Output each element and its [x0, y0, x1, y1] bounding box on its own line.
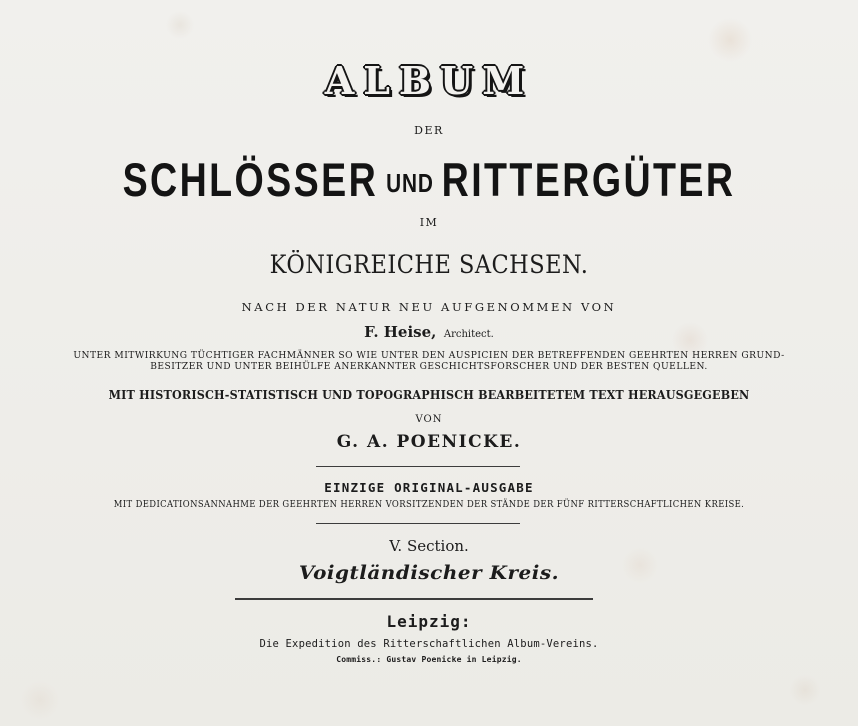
collaboration-line-2: BESITZER UND UNTER BEIHÜLFE ANERKANNTER GESCHICHTSFORSCHER UND DER BESTEN QUELLEN.	[150, 361, 708, 372]
divider-rule	[316, 523, 520, 524]
author-role: Architect.	[443, 329, 494, 340]
main-title	[86, 152, 772, 207]
title-und: UND	[386, 168, 434, 198]
author-line	[0, 323, 858, 341]
text-edition-line: MIT HISTORISCH-STATISTISCH UND TOPOGRAPHISCH BEARBEITETEM TEXT HERAUSGEGEBEN	[108, 388, 750, 402]
editor-name: G. A. POENICKE.	[336, 432, 522, 452]
collaboration-text	[17, 350, 841, 372]
title-part-schloesser: SCHLÖSSER	[122, 153, 379, 206]
section-number: V. Section.	[389, 537, 469, 555]
place-of-publication: Leipzig:	[386, 612, 472, 631]
collaboration-line-1: UNTER MITWIRKUNG TÜCHTIGER FACHMÄNNER SO WIE UNTER DEN AUSPICIEN DER BETREFFENDEN GEEHRTEN HERREN GRUND-	[73, 350, 785, 361]
commission-line: Commiss.: Gustav Poenicke in Leipzig.	[336, 655, 522, 664]
von-label: VON	[415, 414, 443, 425]
recorded-by-line: NACH DER NATUR NEU AUFGENOMMEN VON	[241, 300, 617, 314]
district-title: Voigtländischer Kreis.	[298, 562, 560, 584]
author-name: F. Heise,	[364, 323, 437, 341]
edition-line: EINZIGE ORIGINAL-AUSGABE	[324, 480, 534, 495]
dedication-line: MIT DEDICATIONSANNAHME DER GEEHRTEN HERREN VORSITZENDEN DER STÄNDE DER FÜNF RITTERSCHAFTLICHEN KREISE.	[113, 500, 745, 510]
title-part-rittergueter: RITTERGÜTER	[441, 153, 736, 206]
divider-rule	[316, 466, 520, 467]
divider-rule	[235, 598, 593, 600]
im-label: IM	[419, 216, 439, 229]
kingdom-subtitle: KÖNIGREICHE SACHSEN.	[269, 250, 589, 279]
album-heading: ALBUM	[324, 58, 534, 103]
der-label: DER	[414, 124, 444, 137]
publisher-line: Die Expedition des Ritterschaftlichen Album-Vereins.	[259, 638, 599, 650]
